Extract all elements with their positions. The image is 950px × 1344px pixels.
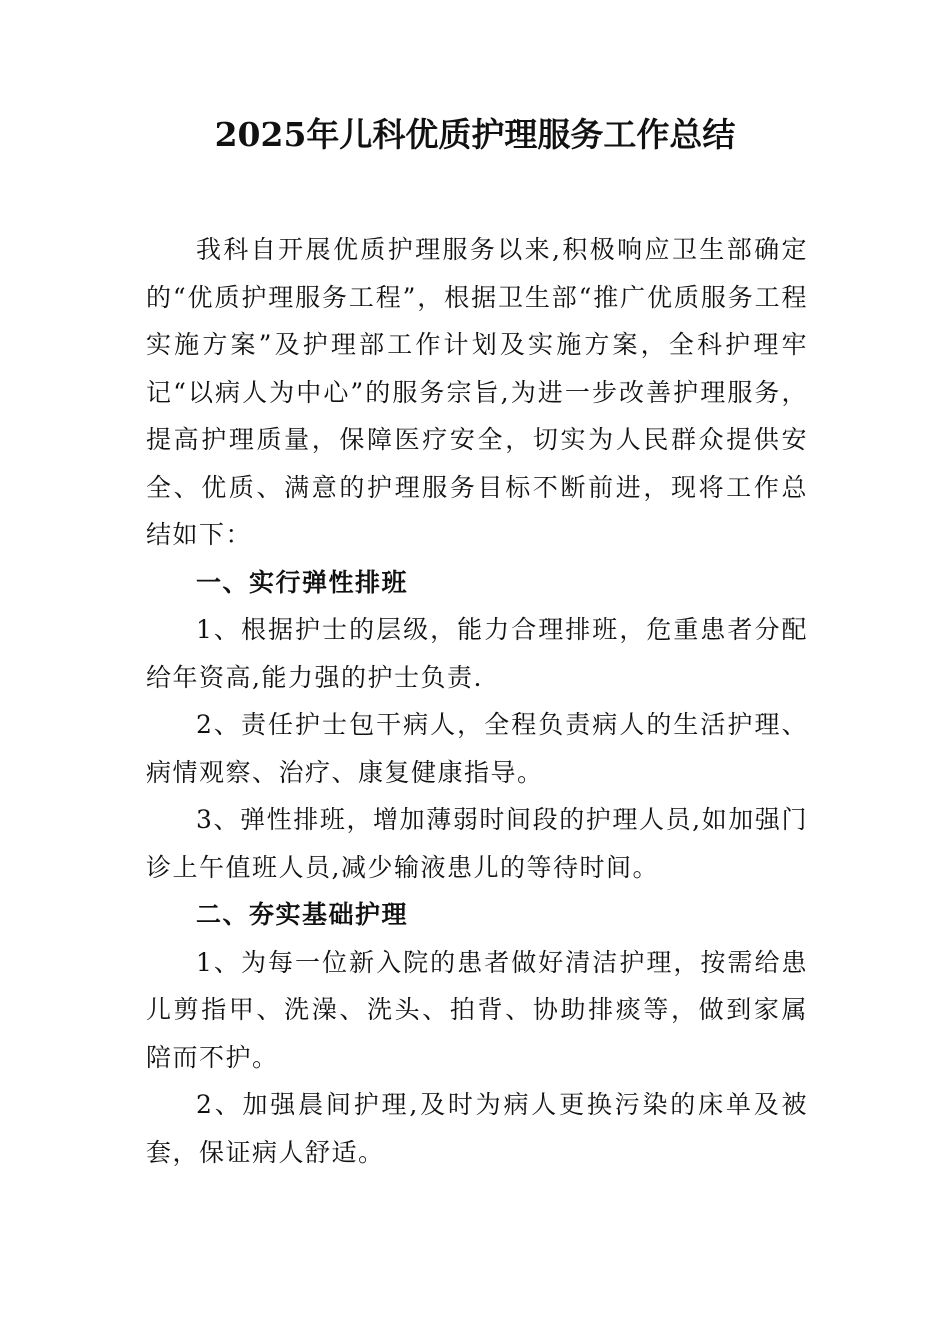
document-title: 2025年儿科优质护理服务工作总结: [214, 115, 736, 154]
section-1-item-2: 2、责任护士包干病人，全程负责病人的生活护理、病情观察、治疗、康复健康指导。: [146, 710, 808, 787]
document-body: [146, 226, 808, 1176]
intro-paragraph: 我科自开展优质护理服务以来,积极响应卫生部确定的“优质护理服务工程”，根据卫生部“推广优质服务工程实施方案”及护理部工作计划及实施方案，全科护理牢记“以病人为中心”的服务宗旨,为进一步改善护理服务，提高护理质量，保障医疗安全，切实为人民群众提供安全、优质、满意的护理服务目标不断前进，现将工作总结如下：: [146, 235, 808, 549]
section-heading-flexible-scheduling: 一、实行弹性排班: [196, 567, 409, 597]
section-1-item-1: 1、根据护士的层级，能力合理排班，危重患者分配给年资高,能力强的护士负责.: [146, 615, 808, 692]
section-1-item-3: 3、弹性排班，增加薄弱时间段的护理人员,如加强门诊上午值班人员,减少输液患儿的等待时间。: [146, 805, 808, 882]
section-2-item-1: 1、为每一位新入院的患者做好清洁护理，按需给患儿剪指甲、洗澡、洗头、拍背、协助排痰等，做到家属陪而不护。: [146, 947, 808, 1072]
section-2-item-2: 2、加强晨间护理,及时为病人更换污染的床单及被套，保证病人舒适。: [146, 1090, 808, 1167]
section-heading-basic-care: 二、夯实基础护理: [196, 900, 409, 929]
